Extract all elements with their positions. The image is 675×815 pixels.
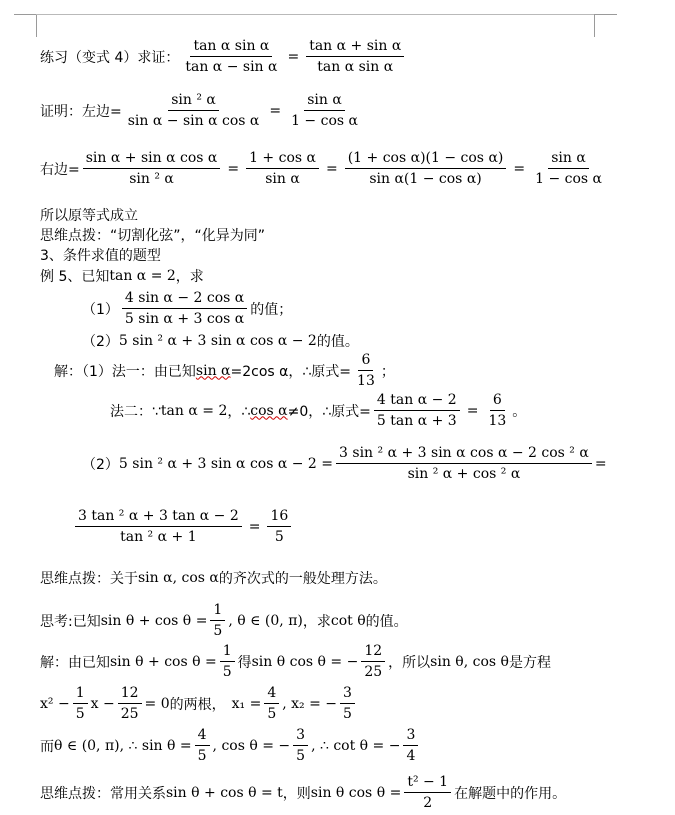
fraction: $\frac{\text{4 sin α − 2 cos α}}{\text{5 sin α + 3 cos α}}$ [122,290,247,327]
proof-left-side: 证明：左边= $\frac{\text{sin ² α}}{\text{sin α − sin α cos α}}$ = $\frac{\text{sin α}}{\text{1 − cos α}}$ [40,92,364,129]
fraction: $\frac{1}{5}$ [73,685,88,722]
fraction: $\frac{\text{3 sin ² α + 3 sin α cos α − 2 cos ² α}}{\text{sin ² α + cos ² α}}$ [336,445,592,482]
fraction: $\frac{\text{tan α sin α}}{\text{tan α − sin α}}$ [185,38,278,75]
fraction: $\frac{\text{3 tan ² α + 3 tan α − 2}}{\text{tan ² α + 1}}$ [75,508,242,545]
fraction: $\frac{\text{sin α}}{\text{1 − cos α}}$ [291,92,358,129]
thinking-tip-homogeneous: 思维点拨：关于 sin α, cos α 的齐次式的一般处理方法。 [40,570,387,587]
fraction: $\frac{\text{sin ² α}}{\text{sin α − sin α cos α}}$ [127,92,260,129]
fraction: $\frac{6}{13}$ [488,392,507,429]
fraction: $\frac{3}{5}$ [293,727,308,764]
fraction: $\frac{\text{sin α}}{\text{1 − cos α}}$ [535,150,602,187]
think-solution-3: 而 θ ∈ (0, π), ∴ sin θ = $\frac{4}{5}$ , cos θ = − $\frac{3}{5}$ , ∴ cot θ = − $\frac{3}{4}$ [40,727,421,764]
example-5: 例 5、已知 tan α = 2 ，求 [40,268,204,285]
fraction: $\frac{\text{4 tan α − 2}}{\text{5 tan α + 3}}$ [374,392,460,429]
thinking-tip: 思维点拨：“切割化弦”，“化异为同” [40,228,266,244]
solution-method-1: 解：（1）法一：由已知 sin α =2cos α，∴原式= $\frac{6}{13}$ ； [54,352,395,389]
think-solution-1: 解：由已知 sin θ + cos θ = $\frac{1}{5}$ 得 sin θ cos θ = − $\frac{12}{25}$ ，所以 sin θ, cos θ 是方程 [40,643,551,680]
page-corner-mark-right [594,14,617,37]
solution-part-2-result: $\frac{\text{3 tan ² α + 3 tan α − 2}}{\text{tan ² α + 1}}$ = $\frac{16}{5}$ [72,508,294,545]
section-heading: 3、条件求值的题型 [40,248,161,264]
fraction: $\frac{\text{tan α + sin α}}{\text{tan α sin α}}$ [306,38,404,75]
fraction: $\frac{16}{5}$ [267,508,291,545]
question-2: （2） 5 sin ² α + 3 sin α cos α − 2 的值。 [82,333,359,350]
page-top-border [36,14,594,15]
fraction: $\frac{3}{4}$ [403,727,418,764]
fraction: $\frac{\text{sin α + sin α cos α}}{\text{sin ² α}}$ [83,150,221,187]
solution-method-2: 法二：∵ tan α = 2 ，∴ cos α ≠0，∴原式= $\frac{\text{4 tan α − 2}}{\text{5 tan α + 3}}$ = $\frac{6}{13}$ 。 [110,392,527,429]
exercise-variant-4: 练习（变式 4）求证： $\frac{\text{tan α sin α}}{\text{tan α − sin α}}$ = $\frac{\text{tan α + sin α}}{\text{tan α sin α}}$ [40,38,407,75]
question-1: （1） $\frac{\text{4 sin α − 2 cos α}}{\text{5 sin α + 3 cos α}}$ 的值； [82,290,293,327]
fraction: $\frac{1}{5}$ [220,643,235,680]
think-solution-2: x² − $\frac{1}{5}$ x − $\frac{12}{25}$ = 0 的两根， x₁ = $\frac{4}{5}$ , x₂ = − $\frac{3}{5}$ [40,685,358,722]
page-corner-mark-left [14,14,37,37]
fraction: $\frac{12}{25}$ [361,643,385,680]
conclusion-text: 所以原等式成立 [40,208,138,224]
exercise-label: 练习（变式 4）求证： [40,49,180,66]
think-question: 思考:已知 sin θ + cos θ = $\frac{1}{5}$ , θ ∈ (0, π) ，求 cot θ 的值。 [40,602,408,639]
fraction: $\frac{1}{5}$ [210,602,225,639]
fraction: $\frac{\text{1 + cos α}}{\text{sin α}}$ [246,150,319,187]
fraction: $\frac{\text{(1 + cos α)(1 − cos α)}}{\text{sin α(1 − cos α)}}$ [345,150,507,187]
fraction: $\frac{6}{13}$ [357,352,375,389]
thinking-tip-relation: 思维点拨：常用关系 sin θ + cos θ = t ，则 sin θ cos θ = $\frac{\text{t² − 1}}{2}$ 在解题中的作用。 [40,774,567,811]
fraction: $\frac{12}{25}$ [118,685,142,722]
fraction: $\frac{4}{5}$ [195,727,210,764]
fraction: $\frac{\text{t² − 1}}{2}$ [404,774,451,811]
proof-right-side: 右边= $\frac{\text{sin α + sin α cos α}}{\text{sin ² α}}$ = $\frac{\text{1 + cos α}}{\text{sin α}}$ = $\frac{\text{(1 + cos α)(1 − cos α)}}{\text{sin α(1 − cos α)}}$ = $\frac{\text{sin α}}{\text{1 − cos α}}$ [40,150,608,187]
solution-part-2: （2） 5 sin ² α + 3 sin α cos α − 2 = $\frac{\text{3 sin ² α + 3 sin α cos α − 2 cos ² α}}{\text{sin ² α + cos ² α}}$ = [82,445,607,482]
fraction: $\frac{4}{5}$ [264,685,279,722]
fraction: $\frac{3}{5}$ [340,685,355,722]
